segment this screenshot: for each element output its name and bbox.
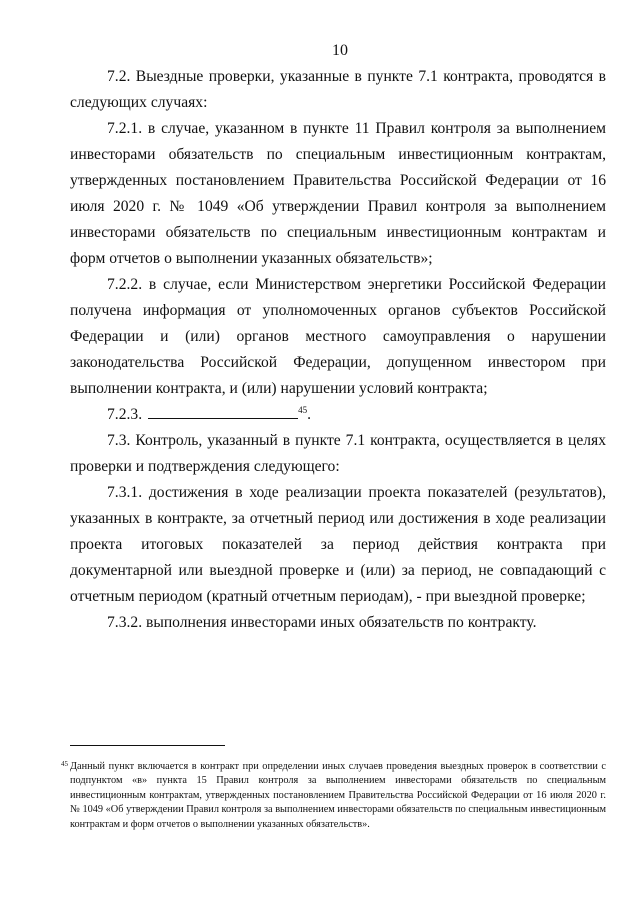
item-end: . — [307, 406, 311, 423]
blank-fill-line — [148, 404, 298, 419]
paragraph-7-3-1: 7.3.1. достижения в ходе реализации проекта показателей (результатов), указанных в контракте, за отчетный период или достижения в ходе реализации проекта итоговых показателей за период действия контракта при документарной или выездной проверке и (или) за период, не совпадающий с отчетным периодом (кратный отчетным периодам), - при выездной проверке; — [70, 484, 606, 605]
paragraph-7-2-3 — [70, 402, 606, 428]
page-number: 10 — [332, 42, 348, 59]
paragraph-7-3-2: 7.3.2. выполнения инвесторами иных обязательств по контракту. — [107, 614, 537, 631]
paragraph-7-2-1: 7.2.1. в случае, указанном в пункте 11 Правил контроля за выполнением инвесторами обязательств по специальным инвестиционным контрактам, утвержденных постановлением Правительства Российской Федерации от 16 июля 2020 г. № 1049 «Об утверждении Правил контроля за выполнением инвесторами обязательств по специальным инвестиционным контрактам и форм отчетов о выполнении указанных обязательств»; — [70, 120, 606, 267]
footnote-text: Данный пункт включается в контракт при определении иных случаев проведения выездных проверок в соответствии с подпунктом «в» пункта 15 Правил контроля за выполнением инвесторами обязательств по специальным инвестиционным контрактам, утвержденных постановлением Правительства Российской Федерации от 16 июля 2020 г. № 1049 «Об утверждении Правил контроля за выполнением инвесторами обязательств по специальным инвестиционным контрактам и форм отчетов о выполнении указанных обязательств». — [70, 761, 606, 830]
paragraph-7-2-2: 7.2.2. в случае, если Министерством энергетики Российской Федерации получена информация от уполномоченных органов субъектов Российской Федерации и (или) органов местного самоуправления о нарушении законодательства Российской Федерации, допущенном инвестором при выполнении контракта, и (или) нарушении условий контракта; — [70, 276, 606, 397]
footnote — [61, 760, 606, 832]
footnote-separator — [70, 745, 225, 746]
document-body — [70, 64, 606, 636]
footnote-mark: 45 — [61, 760, 68, 768]
paragraph-7-3: 7.3. Контроль, указанный в пункте 7.1 контракта, осуществляется в целях проверки и подтверждения следующего: — [70, 432, 606, 475]
footnote-ref: 45 — [298, 404, 308, 415]
paragraph-7-2: 7.2. Выездные проверки, указанные в пункте 7.1 контракта, проводятся в следующих случаях: — [70, 68, 606, 111]
item-label: 7.2.3. — [107, 406, 143, 423]
